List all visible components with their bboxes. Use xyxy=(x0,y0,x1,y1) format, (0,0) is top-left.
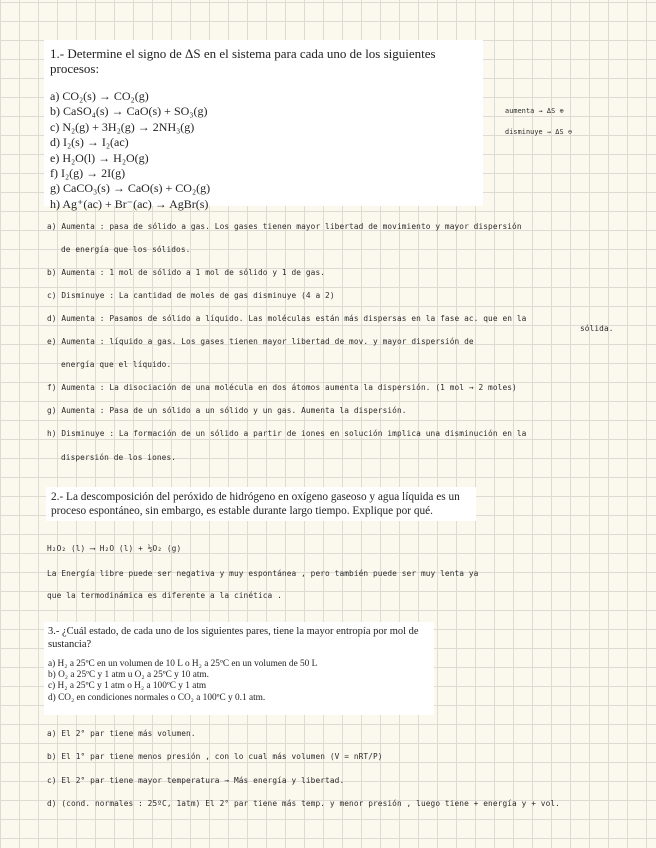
side-note-increase: aumenta → ΔS ⊕ xyxy=(505,107,564,115)
answer-1-line: de energía que los sólidos. xyxy=(61,245,191,254)
answer-1-line: sólida. xyxy=(580,324,614,333)
problem-3-item: d) CO₂ en condiciones normales o CO₂ a 100ºC y 0.1 atm. xyxy=(48,692,266,703)
answer-1-line: b) Aumenta : 1 mol de sólido a 1 mol de sólido y 1 de gas. xyxy=(47,268,326,277)
problem-1-item: g) CaCO₃(s) → CaO(s) + CO₂(g) xyxy=(50,181,211,196)
answer-1-line: d) Aumenta : Pasamos de sólido a líquido. Las moléculas están más dispersas en la fase ac. que en la xyxy=(47,314,527,323)
problem-3-item: a) H₂ a 25ºC en un volumen de 10 L o H₂ a 25ºC en un volumen de 50 L xyxy=(48,659,318,669)
answer-1-line: e) Aumenta : líquido a gas. Los gases tienen mayor libertad de mov. y mayor dispersión de xyxy=(47,337,474,346)
answer-1-line: h) Disminuye : La formación de un sólido a partir de iones en solución implica una disminución en la xyxy=(47,429,527,438)
problem-2-title: 2.- La descomposición del peróxido de hidrógeno en oxígeno gaseoso y agua líquida es un proceso espontáneo, sin embargo, es estable durante largo tiempo. Explique por qué. xyxy=(51,491,460,517)
problem-1-item: c) N₂(g) + 3H₂(g) → 2NH₃(g) xyxy=(50,119,195,134)
problem-3-title: 3.- ¿Cuál estado, de cada uno de los siguientes pares, tiene la mayor entropía por mol de sustancia? xyxy=(48,626,419,650)
answer-3-line: a) El 2° par tiene más volumen. xyxy=(47,729,196,738)
problem-1-item: a) CO₂(s) → CO₂(g) xyxy=(50,89,149,103)
answer-3-line: d) (cond. normales : 25ºC, 1atm) El 2° par tiene más temp. y menor presión , luego tiene + energía y + vol. xyxy=(47,799,560,808)
answer-2-equation: H₂O₂ (l) ⟶ H₂O (l) + ½O₂ (g) xyxy=(47,544,182,553)
problem-2-box xyxy=(46,487,476,521)
answer-2-line: que la termodinámica es diferente a la cinética . xyxy=(47,591,282,600)
answer-1-line: energía que el líquido. xyxy=(61,360,172,369)
answer-1-line: dispersión de los iones. xyxy=(61,453,177,462)
problem-1-box xyxy=(44,40,483,211)
answer-2-line: La Energía libre puede ser negativa y muy espontánea , pero también puede ser muy lenta ya xyxy=(47,569,479,578)
answer-3-line: b) El 1° par tiene menos presión , con lo cual más volumen (V = nRT/P) xyxy=(47,752,383,761)
problem-1-item: d) I₂(s) → I₂(ac) xyxy=(50,135,129,150)
problem-1-title: 1.- Determine el signo de ΔS en el sistema para cada uno de los siguientes procesos: xyxy=(50,46,436,76)
answer-1-line: g) Aumenta : Pasa de un sólido a un sólido y un gas. Aumenta la dispersión. xyxy=(47,406,407,415)
problem-1-item: f) I₂(g) → 2I(g) xyxy=(50,166,126,181)
side-note-decrease: disminuye → ΔS ⊖ xyxy=(505,128,573,136)
problem-3-item: c) H₂ a 25ºC y 1 atm o H₂ a 100ºC y 1 atm xyxy=(48,681,207,692)
problem-1-list xyxy=(50,89,477,212)
problem-3-item: b) O₂ a 25ºC y 1 atm u O₂ a 25ºC y 10 atm. xyxy=(48,670,209,681)
problem-1-item: e) H₂O(l) → H₂O(g) xyxy=(50,150,149,165)
answer-1-line: a) Aumenta : pasa de sólido a gas. Los gases tienen mayor libertad de movimiento y mayor dispersión xyxy=(47,222,522,231)
problem-1-item: h) Ag⁺(ac) + Br⁻(ac) → AgBr(s) xyxy=(50,196,209,211)
problem-1-item: b) CaSO₄(s) → CaO(s) + SO₃(g) xyxy=(50,104,208,119)
problem-3-box xyxy=(44,622,434,715)
answer-1-line: f) Aumenta : La disociación de una molécula en dos átomos aumenta la dispersión. (1 mol → 2 moles) xyxy=(47,383,517,392)
answer-1-line: c) Disminuye : La cantidad de moles de gas disminuye (4 a 2) xyxy=(47,291,335,300)
answer-3-line: c) El 2° par tiene mayor temperatura → Más energía y libertad. xyxy=(47,776,345,785)
problem-3-list xyxy=(48,659,430,704)
